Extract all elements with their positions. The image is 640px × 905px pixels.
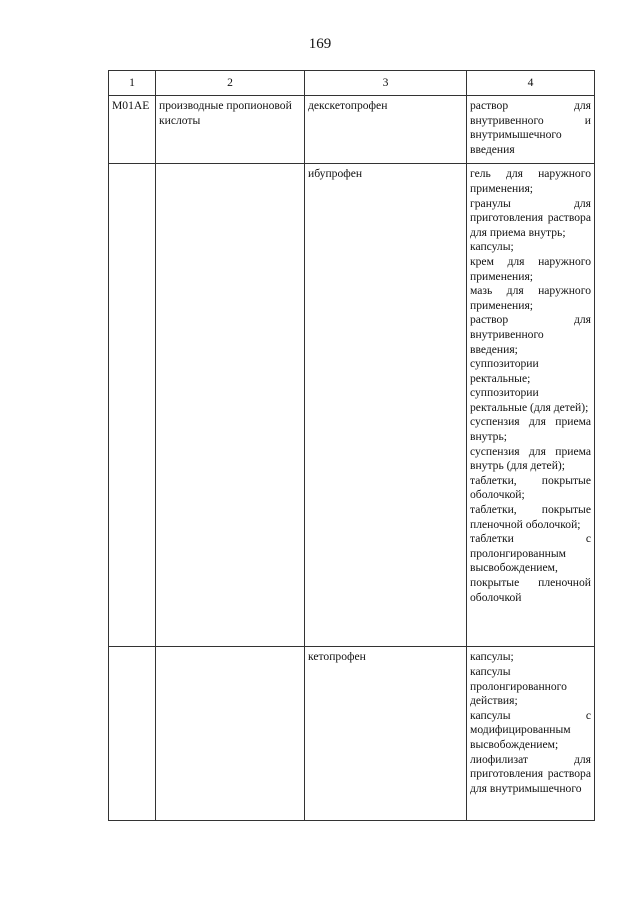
dosage-form: капсулы с модифицированным высвобождением; bbox=[470, 708, 591, 751]
dosage-form: раствор для внутривенного и внутримышечного введения bbox=[470, 99, 591, 156]
dosage-form: гранулы для приготовления раствора для приема внутрь; bbox=[470, 196, 591, 239]
atc-code-cell bbox=[109, 647, 156, 821]
dosage-form: крем для наружного применения; bbox=[470, 254, 591, 283]
dosage-form: гель для наружного применения; bbox=[470, 167, 591, 195]
header-col-3: 3 bbox=[305, 71, 467, 96]
dosage-form: таблетки, покрытые пленочной оболочкой; bbox=[470, 503, 591, 531]
dosage-form: суппозитории ректальные; bbox=[470, 357, 539, 385]
dosage-form: таблетки, покрытые оболочкой; bbox=[470, 473, 591, 502]
dosage-forms-cell bbox=[467, 647, 595, 821]
drug-name-cell: ибупрофен bbox=[305, 164, 467, 647]
dosage-form: мазь для наружного применения; bbox=[470, 284, 591, 312]
header-col-1: 1 bbox=[109, 71, 156, 96]
table-header-row bbox=[109, 71, 595, 96]
page-number: 169 bbox=[308, 36, 332, 52]
dosage-form: суспензия для приема внутрь; bbox=[470, 415, 591, 444]
group-cell bbox=[156, 647, 305, 821]
dosage-form: лиофилизат для приготовления раствора для внутримышечного bbox=[470, 752, 591, 795]
dosage-form: капсулы; bbox=[470, 650, 514, 664]
header-col-2: 2 bbox=[156, 71, 305, 96]
atc-code-cell: M01AE bbox=[109, 96, 156, 164]
medications-table bbox=[108, 70, 595, 821]
dosage-form: капсулы; bbox=[470, 240, 514, 254]
table-row bbox=[109, 647, 595, 821]
table-row bbox=[109, 164, 595, 647]
dosage-forms-cell bbox=[467, 164, 595, 647]
dosage-form: капсулы пролонгированного действия; bbox=[470, 664, 567, 708]
dosage-form: раствор для внутривенного введения; bbox=[470, 313, 591, 356]
table-row bbox=[109, 96, 595, 164]
dosage-forms-cell bbox=[467, 96, 595, 164]
header-col-4: 4 bbox=[467, 71, 595, 96]
dosage-form: суспензия для приема внутрь (для детей); bbox=[470, 444, 591, 473]
group-cell: производные пропионовой кислоты bbox=[156, 96, 305, 164]
drug-name-cell: кетопрофен bbox=[305, 647, 467, 821]
drug-name-cell: декскетопрофен bbox=[305, 96, 467, 164]
dosage-form: таблетки с пролонгированным высвобождением, покрытые пленочной оболочкой bbox=[470, 532, 591, 604]
dosage-form: суппозитории ректальные (для детей); bbox=[470, 386, 589, 414]
atc-code-cell bbox=[109, 164, 156, 647]
group-cell bbox=[156, 164, 305, 647]
